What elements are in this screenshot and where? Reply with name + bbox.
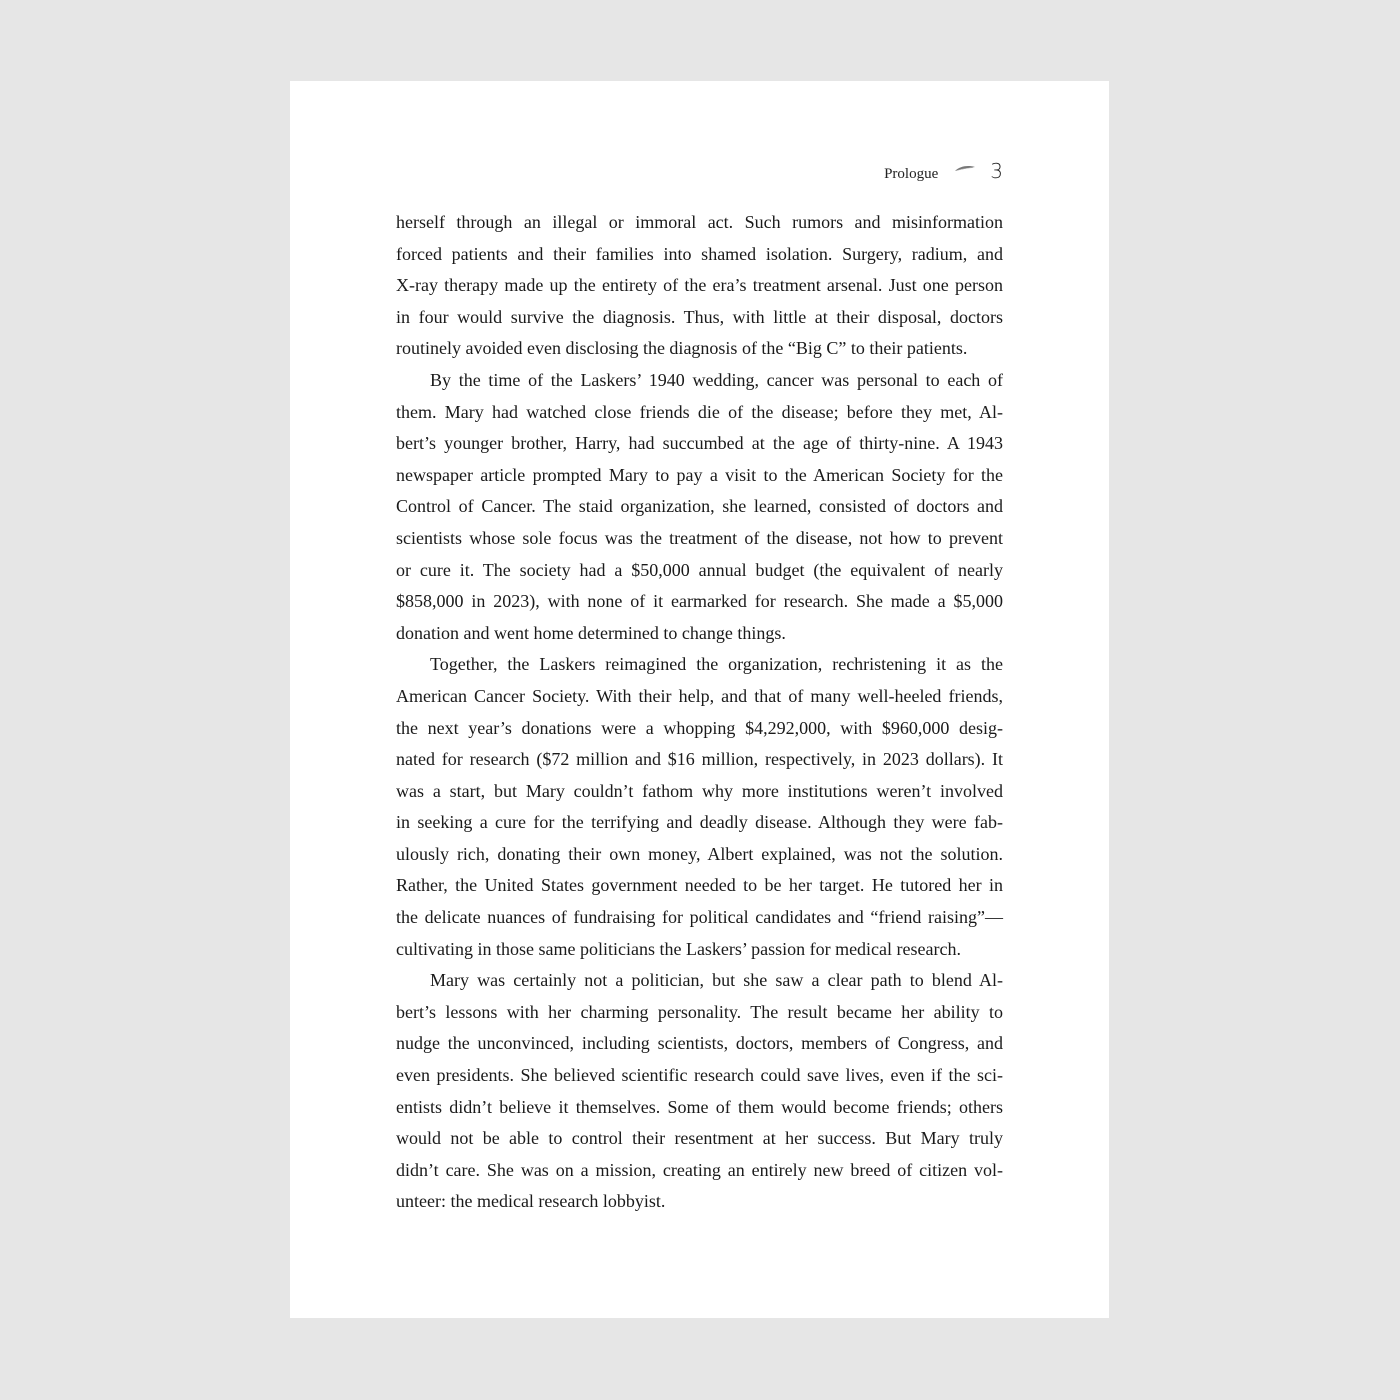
text-line: $858,000 in 2023), with none of it earmarked for research. She made a $5,000 xyxy=(396,591,1003,612)
book-page xyxy=(290,81,1109,1318)
leaf-ornament-icon xyxy=(954,160,976,178)
text-line: unteer: the medical research lobbyist. xyxy=(396,1191,666,1212)
text-line: herself through an illegal or immoral act. Such rumors and misinformation xyxy=(396,212,1003,232)
text-line: in seeking a cure for the terrifying and deadly disease. Although they were fab- xyxy=(396,812,1003,833)
running-head xyxy=(290,159,1003,183)
text-line: didn’t care. She was on a mission, creating an entirely new breed of citizen vol- xyxy=(396,1159,1003,1180)
text-line: American Cancer Society. With their help, and that of many well-heeled friends, xyxy=(396,685,1003,706)
paragraph xyxy=(396,965,1003,1218)
text-line: bert’s younger brother, Harry, had succumbed at the age of thirty-nine. A 1943 xyxy=(396,433,1003,454)
text-line: them. Mary had watched close friends die of the disease; before they met, Al- xyxy=(396,401,1003,422)
text-line: By the time of the Laskers’ 1940 wedding, cancer was personal to each of xyxy=(430,369,1003,390)
section-title: Prologue xyxy=(884,166,939,182)
text-line: in four would survive the diagnosis. Thus, with little at their disposal, doctors xyxy=(396,306,1003,327)
text-line: ulously rich, donating their own money, Albert explained, was not the solution. xyxy=(396,843,1003,864)
text-line: the next year’s donations were a whopping $4,292,000, with $960,000 desig- xyxy=(396,717,1003,738)
paragraph xyxy=(396,207,1003,365)
text-line: newspaper article prompted Mary to pay a visit to the American Society for the xyxy=(396,464,1003,485)
text-line: cultivating in those same politicians the Laskers’ passion for medical research. xyxy=(396,938,961,959)
text-line: the delicate nuances of fundraising for political candidates and “friend raising”— xyxy=(396,907,1003,928)
text-line: nudge the unconvinced, including scientists, doctors, members of Congress, and xyxy=(396,1033,1003,1054)
text-line: Mary was certainly not a politician, but she saw a clear path to blend Al- xyxy=(430,970,1003,991)
text-line: was a start, but Mary couldn’t fathom why more institutions weren’t involved xyxy=(396,780,1003,801)
text-line: X-ray therapy made up the entirety of the era’s treatment arsenal. Just one person xyxy=(396,275,1003,296)
text-line: Together, the Laskers reimagined the organization, rechristening it as the xyxy=(430,654,1003,675)
text-line: Control of Cancer. The staid organization, she learned, consisted of doctors and xyxy=(396,496,1003,517)
body-text xyxy=(396,207,1003,1218)
text-line: forced patients and their families into shamed isolation. Surgery, radium, and xyxy=(396,243,1003,264)
text-line: Rather, the United States government needed to be her target. He tutored her in xyxy=(396,875,1003,896)
text-line: nated for research ($72 million and $16 million, respectively, in 2023 dollars). It xyxy=(396,749,1003,770)
paragraph xyxy=(396,649,1003,965)
text-line: bert’s lessons with her charming personality. The result became her ability to xyxy=(396,1001,1003,1022)
text-line: or cure it. The society had a $50,000 annual budget (the equivalent of nearly xyxy=(396,559,1003,580)
page-number: 3 xyxy=(990,159,1003,183)
text-line: scientists whose sole focus was the treatment of the disease, not how to prevent xyxy=(396,527,1003,548)
text-line: even presidents. She believed scientific research could save lives, even if the sci- xyxy=(396,1065,1003,1086)
text-line: would not be able to control their resentment at her success. But Mary truly xyxy=(396,1128,1003,1149)
text-line: donation and went home determined to change things. xyxy=(396,622,786,643)
text-line: routinely avoided even disclosing the diagnosis of the “Big C” to their patients. xyxy=(396,338,968,359)
text-line: entists didn’t believe it themselves. Some of them would become friends; others xyxy=(396,1096,1003,1117)
paragraph xyxy=(396,365,1003,649)
